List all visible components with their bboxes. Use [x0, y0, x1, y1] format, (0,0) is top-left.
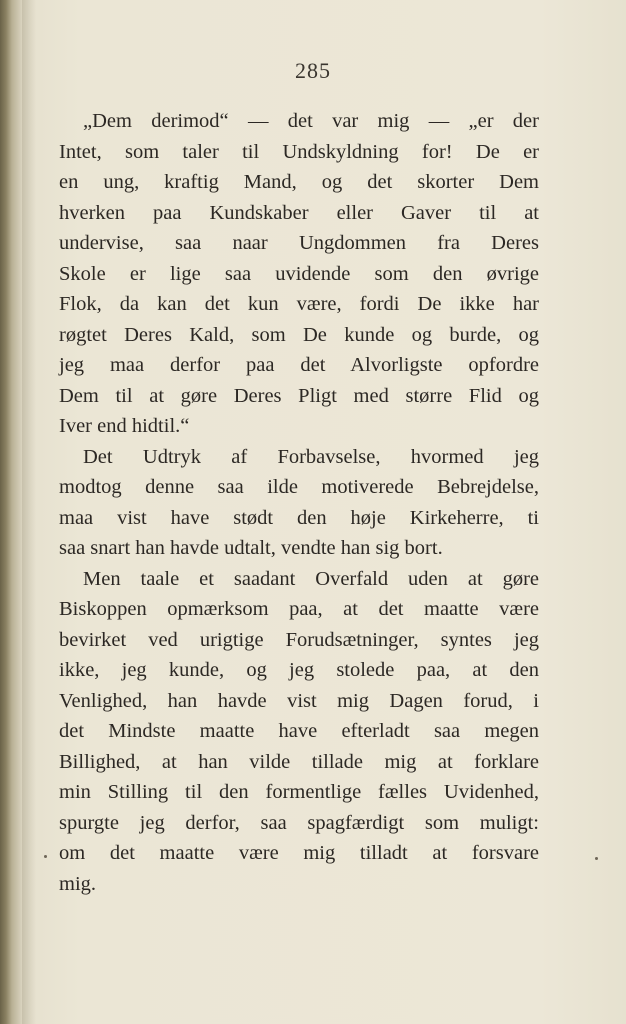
text-line: „Dem derimod“ — det var mig — „er der	[83, 110, 539, 132]
text-line: Intet, som taler til Undskyldning for! De er	[59, 140, 539, 163]
text-line: Biskoppen opmærksom paa, at det maatte være	[59, 598, 539, 620]
text-line: Flok, da kan det kun være, fordi De ikke har	[59, 293, 539, 315]
text-line: om det maatte være mig tilladt at forsvare	[59, 842, 539, 864]
page-number: 285	[295, 58, 331, 83]
text-line: det Mindste maatte have efterladt saa megen	[59, 720, 539, 742]
text-line: maa vist have stødt den høje Kirkeherre, ti	[59, 506, 539, 529]
body-text	[59, 106, 539, 899]
text-line: ikke, jeg kunde, og jeg stolede paa, at den	[59, 659, 539, 681]
text-line: Iver end hidtil.“	[59, 415, 190, 437]
text-line: Dem til at gøre Deres Pligt med større Flid og	[59, 384, 539, 407]
text-line: Men taale et saadant Overfald uden at gøre	[83, 567, 539, 590]
text-line: røgtet Deres Kald, som De kunde og burde, og	[59, 323, 539, 346]
book-gutter	[0, 0, 22, 1024]
text-line: spurgte jeg derfor, saa spagfærdigt som muligt:	[59, 811, 539, 834]
text-line: undervise, saa naar Ungdommen fra Deres	[59, 232, 539, 254]
paper-speck	[595, 857, 598, 860]
gutter-shadow	[22, 0, 36, 1024]
text-line: hverken paa Kundskaber eller Gaver til at	[59, 201, 539, 224]
text-line: min Stilling til den formentlige fælles Uvidenhed,	[59, 781, 539, 803]
text-line: bevirket ved urigtige Forudsætninger, syntes jeg	[59, 628, 539, 651]
text-line: Det Udtryk af Forbavselse, hvormed jeg	[83, 445, 539, 468]
text-line: mig.	[59, 872, 97, 895]
text-line: Billighed, at han vilde tillade mig at forklare	[59, 750, 539, 773]
text-line: Venlighed, han havde vist mig Dagen forud, i	[59, 689, 539, 712]
text-line: saa snart han havde udtalt, vendte han sig bort.	[59, 537, 443, 559]
text-line: en ung, kraftig Mand, og det skorter Dem	[59, 171, 539, 193]
text-line: jeg maa derfor paa det Alvorligste opfordre	[59, 354, 539, 376]
text-line: Skole er lige saa uvidende som den øvrige	[59, 262, 539, 285]
paper-speck	[44, 855, 47, 858]
text-line: modtog denne saa ilde motiverede Bebrejdelse,	[59, 476, 539, 498]
